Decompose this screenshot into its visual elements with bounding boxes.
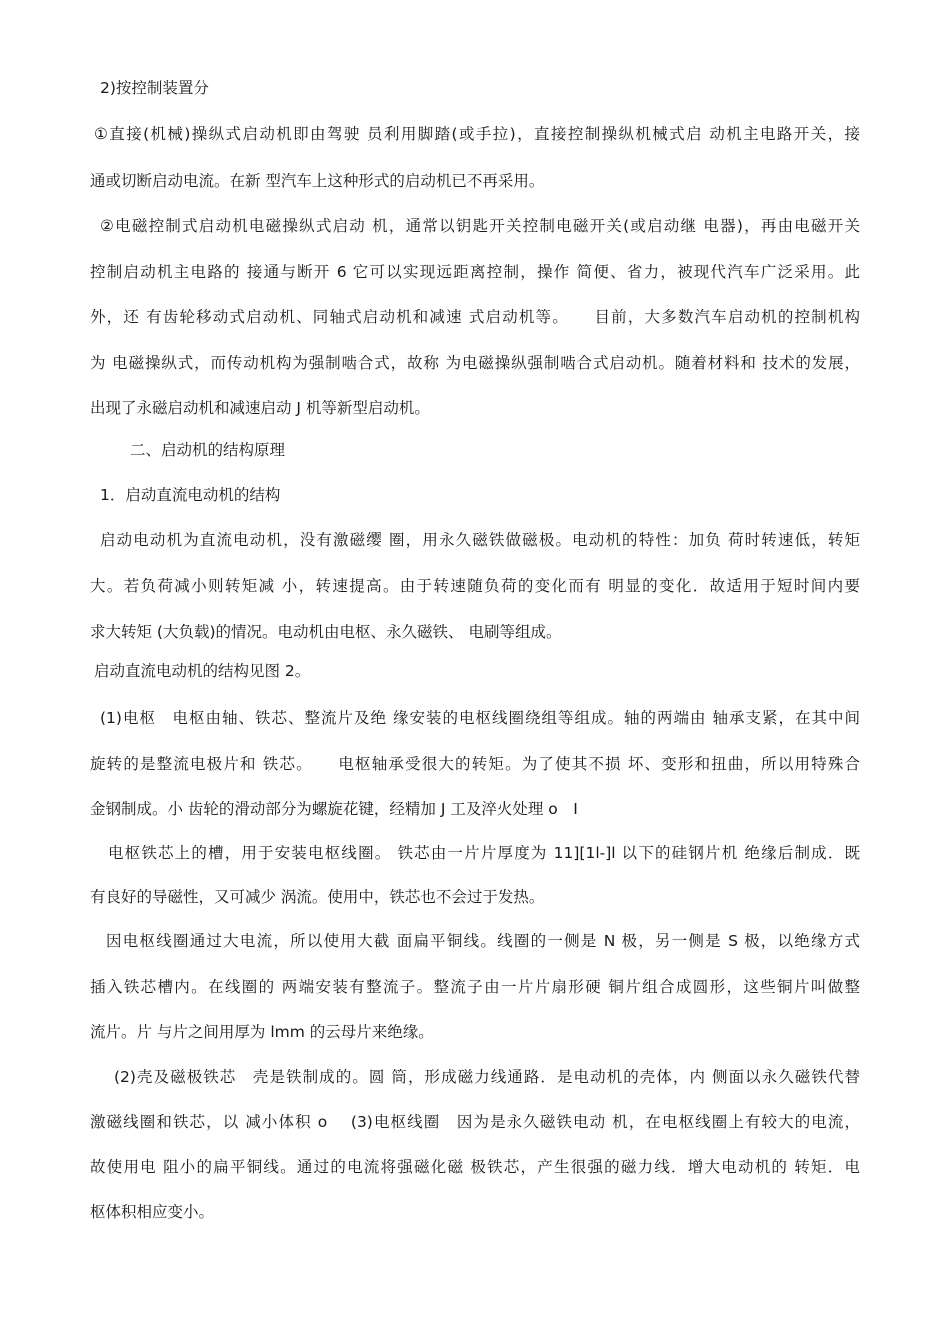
paragraph-line: 流片。片 与片之间用厚为 lmm 的云母片来绝缘。 bbox=[90, 1023, 434, 1041]
paragraph-line: ①直接(机械)操纵式启动机即由驾驶 员利用脚踏(或手拉)，直接控制操纵机械式启 动机主电路开关，接 bbox=[94, 125, 860, 143]
paragraph-line: 插入铁芯槽内。在线圈的 两端安装有整流子。整流子由一片片扇形硬 铜片组合成圆形，这些铜片叫做整 bbox=[90, 978, 860, 996]
paragraph-line: 有良好的导磁性，又可减少 涡流。使用中，铁芯也不会过于发热。 bbox=[90, 888, 545, 906]
paragraph-line: 通或切断启动电流。在新 型汽车上这种形式的启动机已不再采用。 bbox=[90, 172, 545, 190]
paragraph-line: 出现了永磁启动机和减速启动 J 机等新型启动机。 bbox=[90, 399, 430, 417]
paragraph-line: ②电磁控制式启动机电磁操纵式启动 机，通常以钥匙开关控制电磁开关(或启动继 电器)，再由电磁开关 bbox=[100, 217, 860, 235]
paragraph-line: 求大转矩 (大负载)的情况。电动机由电枢、永久磁铁、 电刷等组成。 bbox=[90, 623, 562, 641]
paragraph-line: 金钢制成。小 齿轮的滑动部分为螺旋花键，经精加 J 工及淬火处理 o I bbox=[90, 800, 578, 818]
paragraph-line: 大。若负荷减小则转矩减 小，转速提高。由于转速随负荷的变化而有 明显的变化．故适用于短时间内要 bbox=[90, 577, 860, 595]
paragraph-line: 外，还 有齿轮移动式启动机、同轴式启动机和减速 式启动机等。 目前，大多数汽车启动机的控制机构 bbox=[90, 308, 860, 326]
paragraph-line: 电枢铁芯上的槽，用于安装电枢线圈。 铁芯由一片片厚度为 11][1l-]l 以下的硅钢片机 绝缘后制成．既 bbox=[108, 844, 860, 862]
paragraph-line: (1)电枢 电枢由轴、铁芯、整流片及绝 缘安装的电枢线圈绕组等组成。轴的两端由 轴承支紧，在其中间 bbox=[100, 709, 860, 727]
chapter-heading-structure: 二、启动机的结构原理 bbox=[130, 441, 286, 459]
paragraph-line: 旋转的是整流电极片和 铁芯。 电枢轴承受很大的转矩。为了使其不损 坏、变形和扭曲，所以用特殊合 bbox=[90, 755, 860, 773]
section-heading-dc-motor: 1．启动直流电动机的结构 bbox=[100, 486, 281, 504]
paragraph-line: 启动直流电动机的结构见图 2。 bbox=[94, 662, 311, 680]
paragraph-line: 因电枢线圈通过大电流，所以使用大截 面扁平铜线。线圈的一侧是 N 极，另一侧是 S 极，以绝缘方式 bbox=[106, 932, 860, 950]
paragraph-line: 枢体积相应变小。 bbox=[90, 1203, 215, 1221]
paragraph-line: 控制启动机主电路的 接通与断开 6 它可以实现远距离控制，操作 简便、省力，被现代汽车广泛采用。此 bbox=[90, 263, 860, 281]
paragraph-line: (2)壳及磁极铁芯 壳是铁制成的。圆 筒，形成磁力线通路．是电动机的壳体，内 侧面以永久磁铁代替 bbox=[114, 1068, 860, 1086]
paragraph-line: 为 电磁操纵式，而传动机构为强制啮合式，故称 为电磁操纵强制啮合式启动机。随着材料和 技术的发展， bbox=[90, 354, 860, 372]
paragraph-line: 激磁线圈和铁芯，以 减小体积 o (3)电枢线圈 因为是永久磁铁电动 机，在电枢线圈上有较大的电流， bbox=[90, 1113, 860, 1131]
paragraph-line: 故使用电 阻小的扁平铜线。通过的电流将强磁化磁 极铁芯，产生很强的磁力线．增大电动机的 转矩．电 bbox=[90, 1158, 860, 1176]
section-heading-control-type: 2)按控制装置分 bbox=[100, 79, 209, 97]
paragraph-line: 启动电动机为直流电动机，没有激磁缨 圈，用永久磁铁做磁极。电动机的特性：加负 荷时转速低，转矩 bbox=[100, 531, 860, 549]
